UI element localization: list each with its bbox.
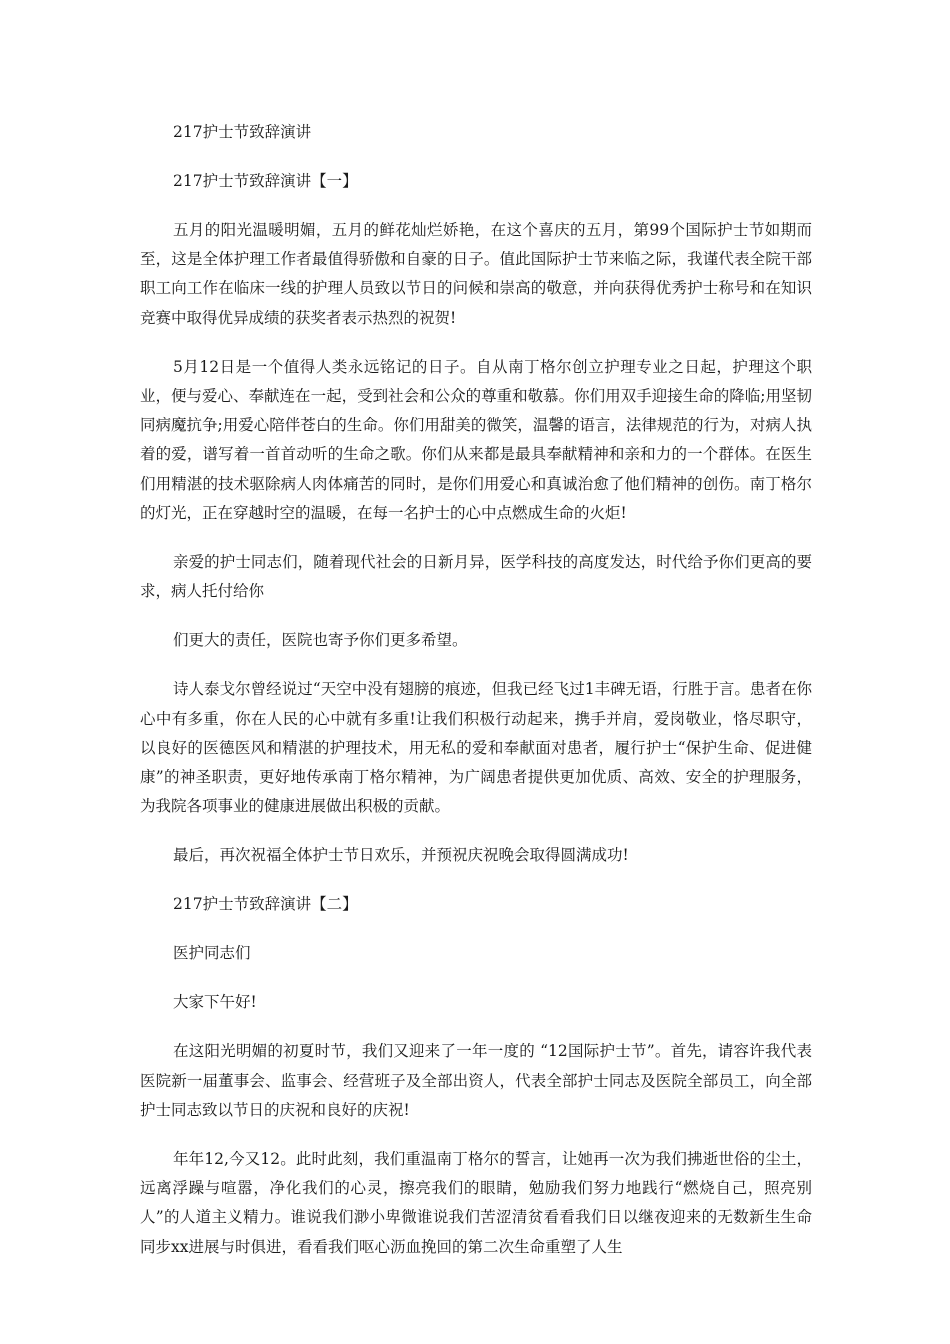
- paragraph-6: 最后，再次祝福全体护士节日欢乐，并预祝庆祝晚会取得圆满成功!: [173, 846, 629, 865]
- section-heading-1: 217护士节致辞演讲【一】: [173, 172, 358, 190]
- paragraph-7: 在这阳光明媚的初夏时节，我们又迎来了一年一度的 “12国际护士节”。首先，请容许我代表医院新一届董事会、监事会、经营班子及全部出资人，代表全部护士同志及医院全部员工，向全部护士同志致以节日的庆祝和良好的庆祝!: [140, 1042, 812, 1119]
- section-heading-2: 217护士节致辞演讲【二】: [173, 895, 358, 914]
- greeting-colleagues: 医护同志们: [173, 944, 251, 963]
- document-page: [140, 118, 812, 1262]
- paragraph-8: 年年12,今又12。此时此刻，我们重温南丁格尔的誓言，让她再一次为我们拂逝世俗的尘土，远离浮躁与喧嚣，净化我们的心灵，擦亮我们的眼睛，勉励我们努力地践行“燃烧自己，照亮别人”的人道主义精力。谁说我们渺小卑微谁说我们苦涩清贫看看我们日以继夜迎来的无数新生生命同步xx进展与时俱进，看看我们呕心沥血挽回的第二次生命重塑了人生: [140, 1150, 812, 1256]
- paragraph-4: 们更大的责任，医院也寄予你们更多希望。: [173, 631, 468, 650]
- paragraph-1: 五月的阳光温暖明媚，五月的鲜花灿烂娇艳，在这个喜庆的五月，第99个国际护士节如期而至，这是全体护理工作者最值得骄傲和自豪的日子。值此国际护士节来临之际，我谨代表全院干部职工向工作在临床一线的护理人员致以节日的问候和崇高的敬意，并向获得优秀护士称号和在知识竞赛中取得优异成绩的获奖者表示热烈的祝贺!: [140, 221, 812, 327]
- document-title: 217护士节致辞演讲: [173, 123, 312, 141]
- paragraph-5: 诗人泰戈尔曾经说过“天空中没有翅膀的痕迹，但我已经飞过1丰碑无语，行胜于言。患者在你心中有多重，你在人民的心中就有多重!让我们积极行动起来，携手并肩，爱岗敬业，恪尽职守，以良好的医德医风和精湛的护理技术，用无私的爱和奉献面对患者，履行护士“保护生命、促进健康”的神圣职责，更好地传承南丁格尔精神，为广阔患者提供更加优质、高效、安全的护理服务，为我院各项事业的健康进展做出积极的贡献。: [140, 680, 812, 816]
- paragraph-2: 5月12日是一个值得人类永远铭记的日子。自从南丁格尔创立护理专业之日起，护理这个职业，便与爱心、奉献连在一起，受到社会和公众的尊重和敬慕。你们用双手迎接生命的降临;用坚韧同病魔抗争;用爱心陪伴苍白的生命。你们用甜美的微笑，温馨的语言，法律规范的行为，对病人执着的爱，谱写着一首首动听的生命之歌。你们从来都是最具奉献精神和亲和力的一个群体。在医生们用精湛的技术驱除病人肉体痛苦的同时，是你们用爱心和真诚治愈了他们精神的创伤。南丁格尔的灯光，正在穿越时空的温暖，在每一名护士的心中点燃成生命的火炬!: [140, 357, 812, 522]
- paragraph-3: 亲爱的护士同志们，随着现代社会的日新月异，医学科技的高度发达，时代给予你们更高的要求，病人托付给你: [140, 553, 812, 601]
- greeting-afternoon: 大家下午好!: [173, 993, 257, 1012]
